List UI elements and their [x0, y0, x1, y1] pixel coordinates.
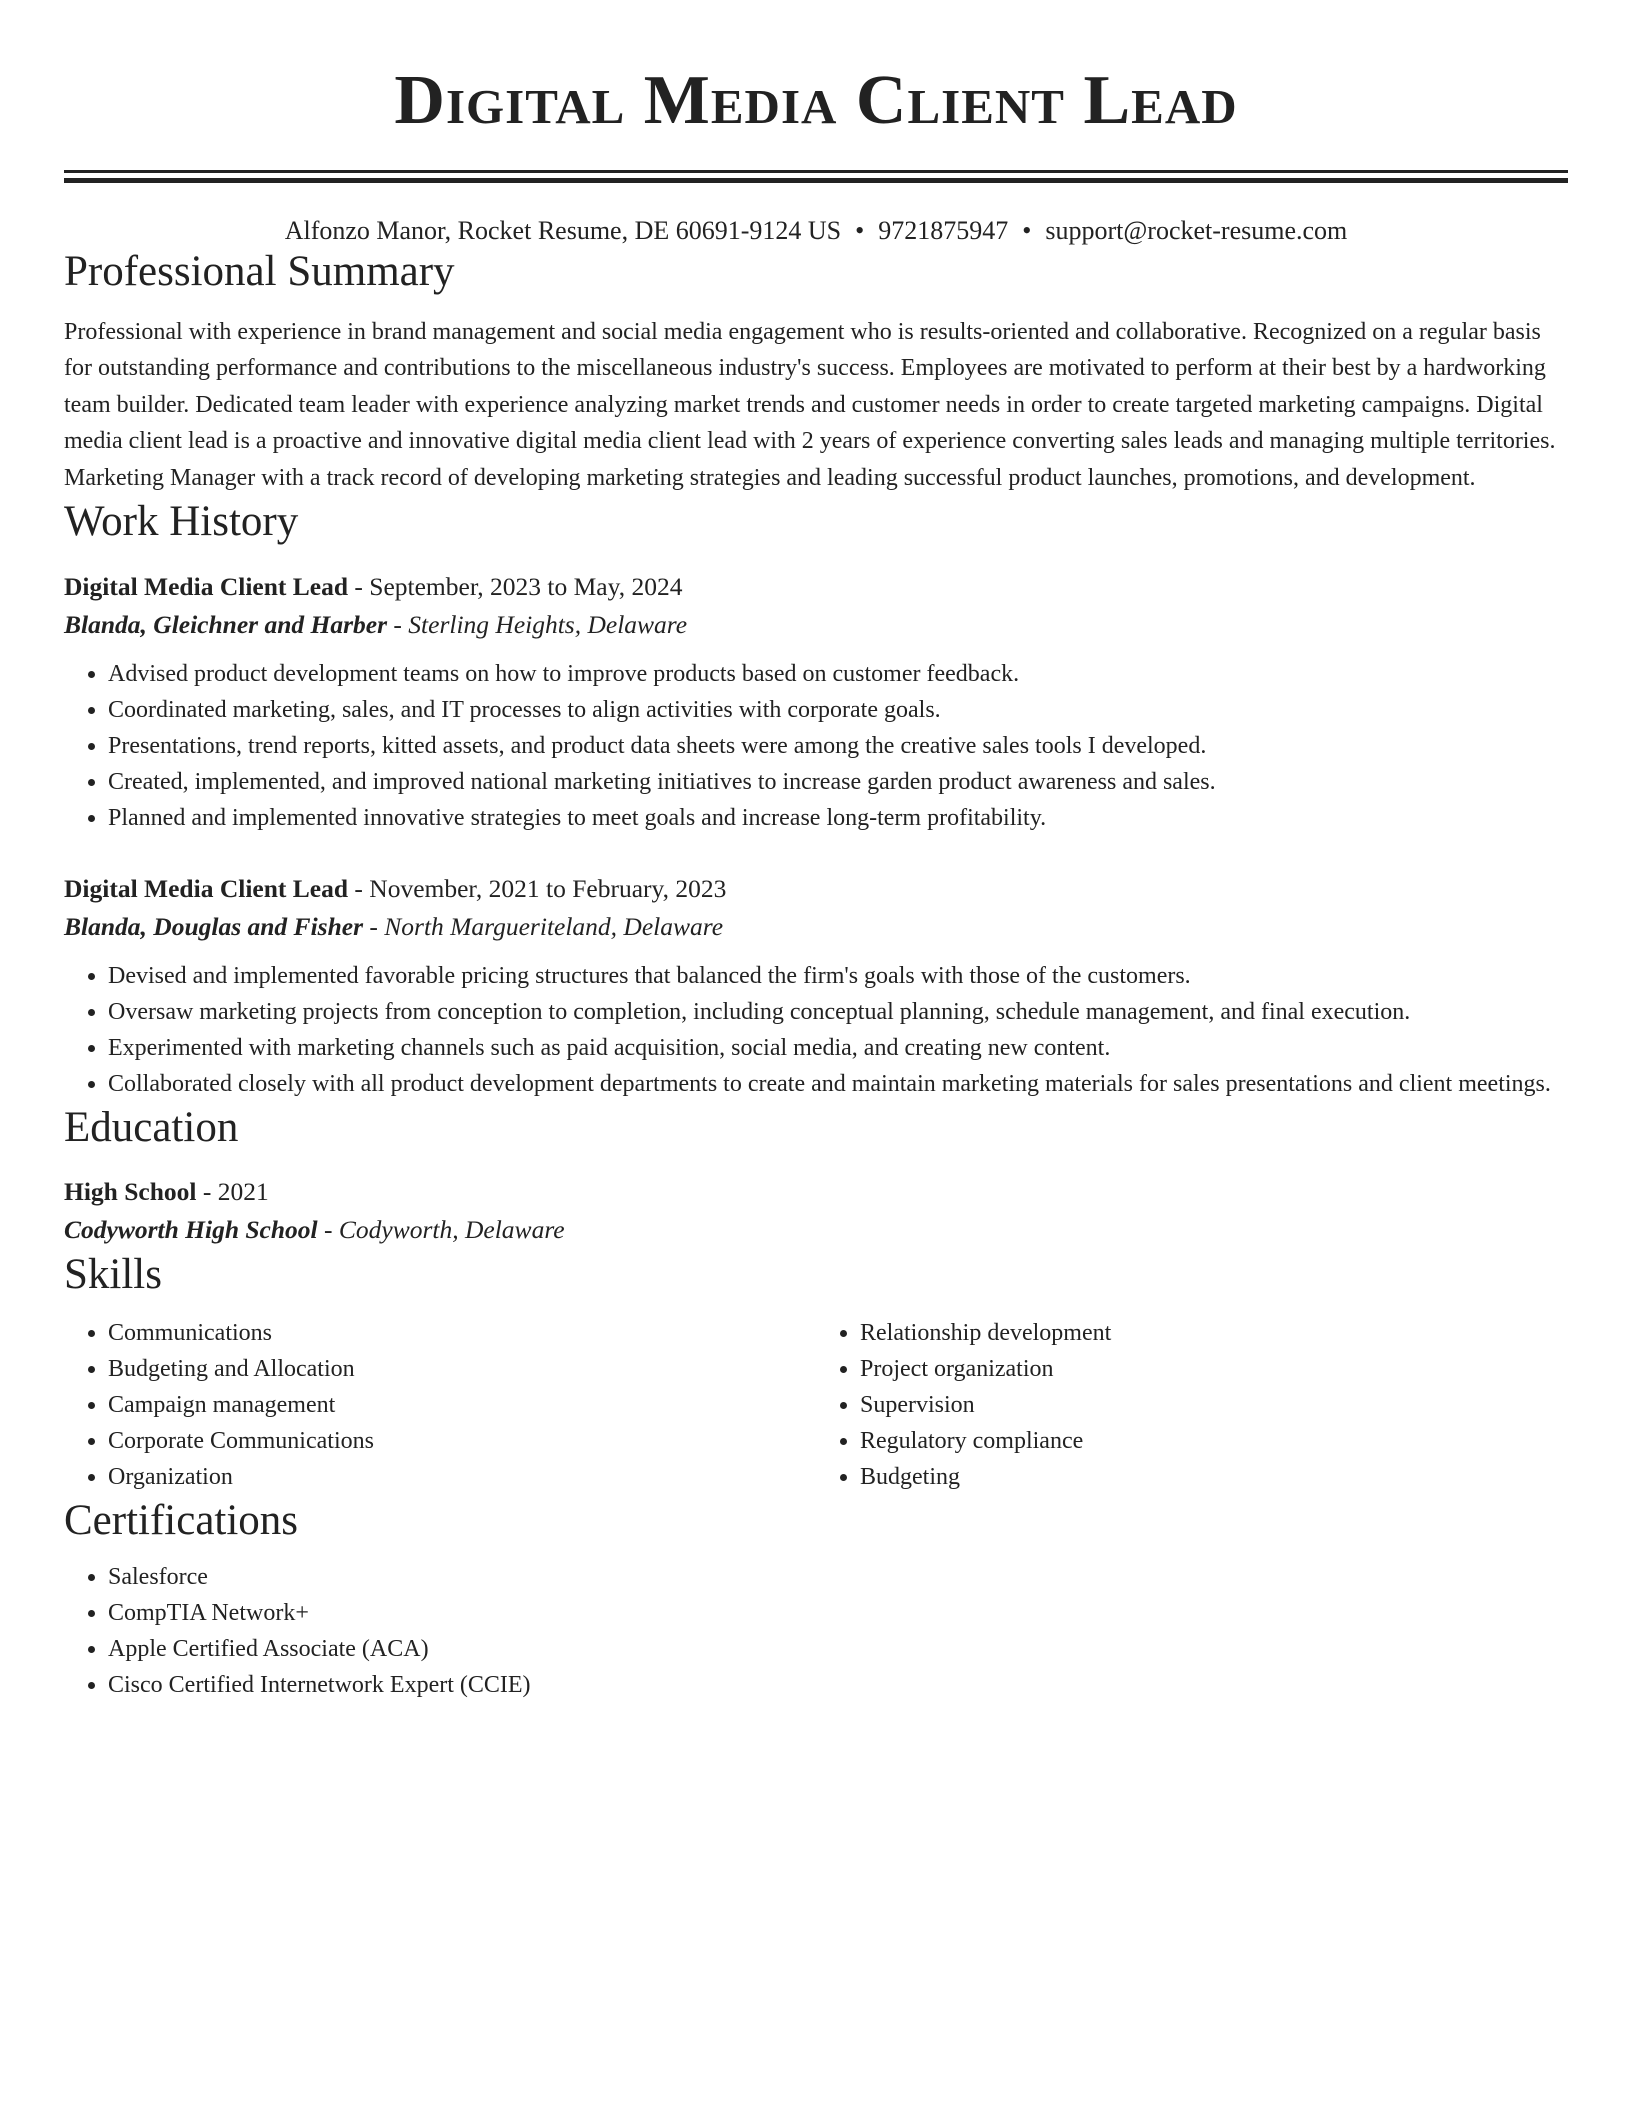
education-school-line	[64, 1211, 1568, 1249]
education-year: - 2021	[196, 1177, 269, 1207]
work-history-heading: Work History	[64, 498, 299, 546]
skill-item: • Project organization	[860, 1351, 1568, 1387]
skills-list-right	[816, 1315, 1568, 1495]
skills-heading: Skills	[64, 1251, 162, 1299]
contact-address: Alfonzo Manor, Rocket Resume, DE 60691-9124 US	[284, 216, 842, 245]
job-location: - Sterling Heights, Delaware	[387, 609, 688, 639]
certifications-list	[64, 1559, 1568, 1703]
certification-item: • Salesforce	[108, 1559, 1568, 1595]
contact-separator: •	[1022, 216, 1032, 245]
education-school: Codyworth High School	[64, 1215, 318, 1245]
job-entry	[64, 568, 1568, 836]
job-bullets	[64, 656, 1568, 836]
skill-item: • Corporate Communications	[108, 1423, 816, 1459]
skills-columns	[64, 1315, 1568, 1495]
summary-heading: Professional Summary	[64, 248, 455, 296]
job-entry	[64, 870, 1568, 1102]
certification-item: • Cisco Certified Internetwork Expert (CCIE)	[108, 1667, 1568, 1703]
job-company-line	[64, 908, 1568, 946]
resume-title: Digital Media Client Lead	[394, 62, 1238, 139]
job-bullet: • Experimented with marketing channels such as paid acquisition, social media, and creating new content.	[108, 1030, 1568, 1066]
skill-item: • Communications	[108, 1315, 816, 1351]
education-heading: Education	[64, 1103, 239, 1151]
job-company-line	[64, 606, 1568, 644]
contact-email: support@rocket-resume.com	[1045, 216, 1348, 245]
job-bullet: • Devised and implemented favorable pricing structures that balanced the firm's goals with those of the customers.	[108, 958, 1568, 994]
job-bullet: • Presentations, trend reports, kitted assets, and product data sheets were among the creative sales tools I developed.	[108, 728, 1568, 764]
job-bullet: • Advised product development teams on how to improve products based on customer feedback.	[108, 656, 1568, 692]
contact-phone: 9721875947	[878, 216, 1009, 245]
certification-item: • Apple Certified Associate (ACA)	[108, 1631, 1568, 1667]
job-dates: - September, 2023 to May, 2024	[348, 571, 683, 601]
title-divider	[64, 170, 1568, 183]
skill-item: • Relationship development	[860, 1315, 1568, 1351]
summary-text: Professional with experience in brand management and social media engagement who is results-oriented and collaborative. Recognized on a regular basis for outstanding performance and contributions to the miscellaneous industry's success. Employees are motivated to perform at their best by a hardworking team builder. Dedicated team leader with experience analyzing market trends and customer needs in order to create targeted marketing campaigns. Digital media client lead is a proactive and innovative digital media client lead with 2 years of experience converting sales leads and managing multiple territories. Marketing Manager with a track record of developing marketing strategies and leading successful product launches, promotions, and development.	[64, 318, 1556, 491]
job-title-line	[64, 870, 1568, 908]
skill-item: • Campaign management	[108, 1387, 816, 1423]
job-bullet: • Oversaw marketing projects from conception to completion, including conceptual planning, schedule management, and final execution.	[108, 994, 1568, 1030]
education-location: - Codyworth, Delaware	[317, 1215, 565, 1245]
contact-separator: •	[855, 216, 865, 245]
job-title: Digital Media Client Lead	[64, 571, 349, 601]
skill-item: • Regulatory compliance	[860, 1423, 1568, 1459]
job-company: Blanda, Douglas and Fisher	[64, 911, 364, 941]
certification-item: • CompTIA Network+	[108, 1595, 1568, 1631]
job-company: Blanda, Gleichner and Harber	[64, 609, 388, 639]
job-bullet: • Coordinated marketing, sales, and IT processes to align activities with corporate goals.	[108, 692, 1568, 728]
job-bullet: • Collaborated closely with all product development departments to create and maintain marketing materials for sales presentations and client meetings.	[108, 1066, 1568, 1102]
skill-item: • Budgeting	[860, 1459, 1568, 1495]
skills-list-left	[64, 1315, 816, 1495]
education-entry	[64, 1173, 1568, 1249]
job-bullets	[64, 958, 1568, 1102]
education-degree: High School	[64, 1177, 197, 1207]
skill-item: • Budgeting and Allocation	[108, 1351, 816, 1387]
job-title-line	[64, 568, 1568, 606]
job-bullet: • Planned and implemented innovative strategies to meet goals and increase long-term profitability.	[108, 800, 1568, 836]
certifications-heading: Certifications	[64, 1497, 299, 1545]
skill-item: • Organization	[108, 1459, 816, 1495]
job-dates: - November, 2021 to February, 2023	[348, 873, 727, 903]
skill-item: • Supervision	[860, 1387, 1568, 1423]
job-location: - North Margueriteland, Delaware	[363, 911, 724, 941]
contact-line	[64, 215, 1568, 246]
job-title: Digital Media Client Lead	[64, 873, 349, 903]
education-degree-line	[64, 1173, 1568, 1211]
job-bullet: • Created, implemented, and improved national marketing initiatives to increase garden product awareness and sales.	[108, 764, 1568, 800]
